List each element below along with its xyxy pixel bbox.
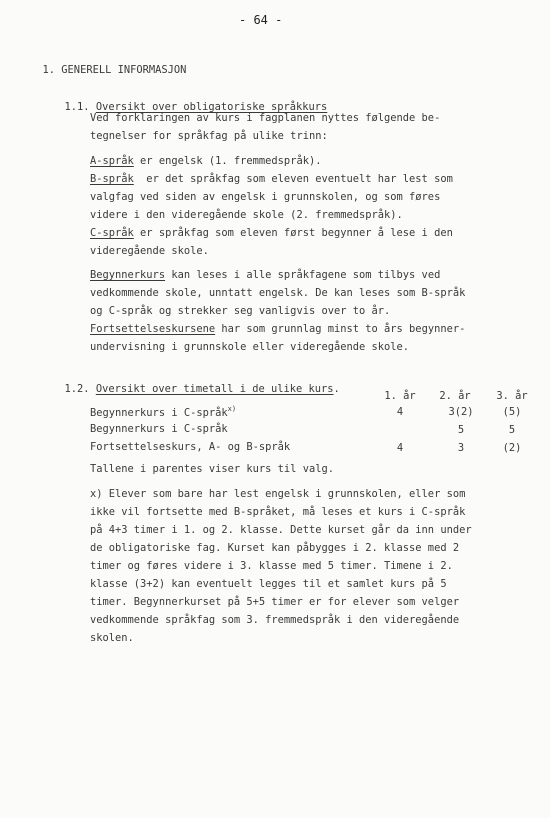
fortsettelse-line-2: undervisning i grunnskole eller videregående skole. (90, 341, 410, 353)
table-note: Tallene i parentes viser kurs til valg. (90, 463, 334, 475)
table-row-label (90, 406, 236, 418)
footnote-line-2: ikke vil fortsette med B-språket, må leses et kurs i C-språk (90, 506, 466, 518)
section-1-heading (30, 52, 186, 76)
header-year-3: 3. år (496, 390, 528, 402)
b-sprak-line-2: valgfag ved siden av engelsk i grunnskolen, og som føres (90, 191, 441, 203)
header-year-1: 1. år (384, 390, 416, 402)
b-sprak-definition (90, 174, 453, 184)
footnote-line-8: vedkommende språkfag som 3. fremmedspråk i den videregående (90, 614, 460, 626)
b-sprak-term: B-språk (90, 173, 134, 185)
begynnerkurs-line-2: vedkommende skole, unntatt engelsk. De kan leses som B-språk (90, 287, 466, 299)
section-1-1-number: 1.1. (64, 101, 90, 113)
footnote-line-7: timer. Begynnerkurset på 5+5 timer er for elever som velger (90, 596, 460, 608)
a-sprak-term: A-språk (90, 155, 134, 167)
intro-line-2: tegnelser for språkfag på ulike trinn: (90, 130, 328, 142)
footnote-line-9: skolen. (90, 632, 134, 644)
a-sprak-definition (90, 156, 321, 166)
begynnerkurs-line-3: og C-språk og strekker seg vanligvis over to år. (90, 305, 391, 317)
row-1-year-1: 4 (396, 406, 404, 418)
begynnerkurs-term: Begynnerkurs (90, 269, 166, 281)
b-sprak-line-3: videre i den videregående skole (2. fremmedspråk). (90, 209, 403, 221)
section-1-2-title: Oversikt over timetall i de ulike kurs (95, 383, 334, 395)
begynnerkurs-paragraph (90, 270, 440, 280)
section-1-1-title: Oversikt over obligatoriske språkkurs (95, 101, 328, 113)
row-2-year-2: 5 (457, 424, 465, 436)
section-1-2-title-end: . (333, 383, 340, 395)
row-1-year-2: 3(2) (448, 406, 474, 418)
footnote-line-1: x) Elever som bare har lest engelsk i grunnskolen, eller som (90, 488, 466, 500)
page-number: - 64 - (239, 13, 283, 27)
row-3-year-3: (2) (502, 442, 522, 454)
row-3-year-2: 3 (457, 442, 465, 454)
footnote-line-5: timer og føres videre i 3. klasse med 5 timer. Timene i 2. (90, 560, 453, 572)
c-sprak-text: er språkfag som eleven først begynner å lese i den (133, 227, 453, 239)
section-1-2-number: 1.2. (64, 383, 90, 395)
section-1-1-heading (52, 89, 327, 113)
b-sprak-text: er det språkfag som eleven eventuelt har lest som (133, 173, 453, 185)
section-1-title: GENERELL INFORMASJON (61, 64, 187, 76)
footnote-line-4: de obligatoriske fag. Kurset kan påbygges i 2. klasse med 2 (90, 542, 460, 554)
row-3-label: Fortsettelseskurs, A- og B-språk (90, 441, 291, 453)
c-sprak-term: C-språk (90, 227, 134, 239)
row-1-footnote-marker: x) (227, 405, 237, 413)
fortsettelse-text: har som grunnlag minst to års begynner- (215, 323, 466, 335)
row-1-year-3: (5) (502, 406, 522, 418)
c-sprak-definition (90, 228, 453, 238)
row-2-year-3: 5 (508, 424, 516, 436)
row-2-label: Begynnerkurs i C-språk (90, 423, 228, 435)
header-year-2: 2. år (439, 390, 471, 402)
c-sprak-line-2: videregående skole. (90, 245, 209, 257)
footnote-line-6: klasse (3+2) kan eventuelt legges til et samlet kurs på 5 (90, 578, 447, 590)
row-1-label: Begynnerkurs i C-språk (90, 407, 228, 419)
section-1-2-heading (52, 371, 340, 395)
begynnerkurs-text: kan leses i alle språkfagene som tilbys ved (165, 269, 441, 281)
footnote-line-3: på 4+3 timer i 1. og 2. klasse. Dette kurset går da inn under (90, 524, 472, 536)
row-3-year-1: 4 (396, 442, 404, 454)
fortsettelse-paragraph (90, 324, 465, 334)
section-1-number: 1. (42, 64, 56, 76)
a-sprak-text: er engelsk (1. fremmedspråk). (133, 155, 322, 167)
intro-line-1: Ved forklaringen av kurs i fagplanen nyttes følgende be- (90, 112, 441, 124)
fortsettelse-term: Fortsettelseskursene (90, 323, 216, 335)
